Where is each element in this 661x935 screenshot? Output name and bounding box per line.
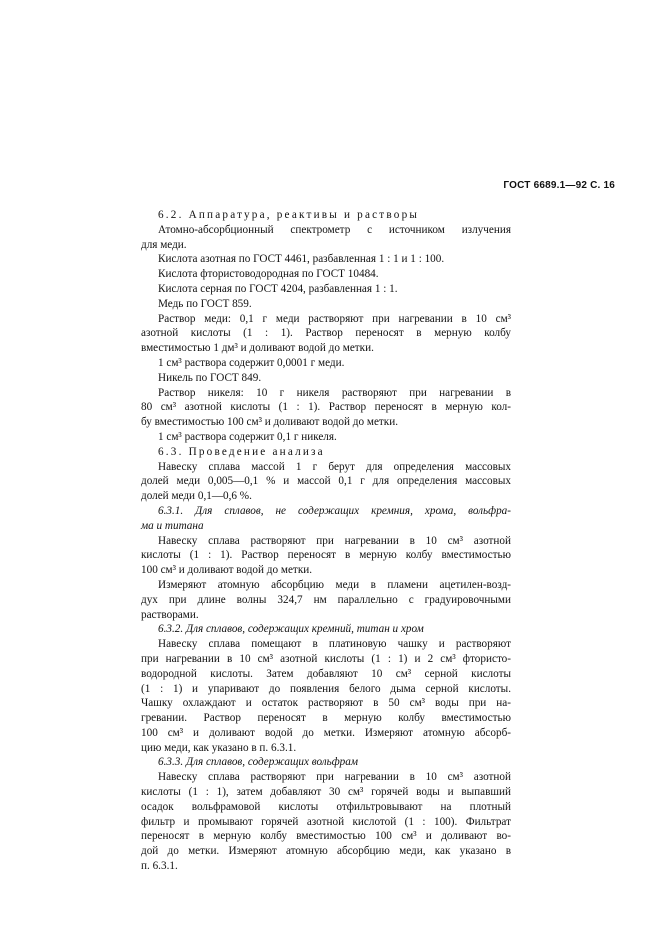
text-line: Атомно-абсорбционный спектрометр с источником излучения	[158, 223, 511, 236]
text-line: азотной кислоты (1 : 1). Раствор переносят в мерную колбу	[141, 327, 511, 340]
text-line: Кислота азотная по ГОСТ 4461, разбавленная 1 : 1 и 1 : 100.	[158, 253, 445, 266]
text-line: 80 см³ азотной кислоты (1 : 1). Раствор переносят в мерную кол-	[141, 401, 511, 414]
text-line: долей меди 0,005—0,1 % и массой 0,1 г для определения массовых	[141, 475, 511, 488]
text-line: кислоты (1 : 1). Раствор переносят в мерную колбу вместимостью	[141, 549, 511, 562]
text-line: Кислота серная по ГОСТ 4204, разбавленная 1 : 1.	[158, 282, 398, 295]
text-line: Кислота фтористоводородная по ГОСТ 10484.	[158, 268, 379, 281]
text-line: ма и титана	[141, 519, 204, 532]
text-line: 6.3.1. Для сплавов, не содержащих кремния, хрома, вольфра-	[158, 504, 511, 517]
text-line: Никель по ГОСТ 849.	[158, 371, 262, 384]
text-line: гревании. Раствор переносят в мерную колбу вместимостью	[141, 712, 511, 725]
text-line: фильтр и промывают горячей азотной кислотой (1 : 100). Фильтрат	[141, 815, 511, 828]
text-line: при нагревании в 10 см³ азотной кислоты (1 : 1) и 2 см³ фтористо-	[141, 652, 511, 665]
text-line: дух при длине волны 324,7 нм параллельно с градуировочными	[141, 593, 511, 606]
text-line: Навеску сплава растворяют при нагревании в 10 см³ азотной	[158, 534, 511, 547]
text-line: Измеряют атомную абсорбцию меди в пламени ацетилен-возд-	[158, 578, 511, 591]
text-line: Медь по ГОСТ 859.	[158, 297, 252, 310]
text-line: 100 см³ и доливают водой до метки.	[141, 564, 313, 577]
text-line: дой до метки. Измеряют атомную абсорбцию меди, как указано в	[141, 845, 511, 858]
text-line: 6.3. Проведение анализа	[158, 445, 325, 458]
page-header: ГОСТ 6689.1—92 С. 16	[503, 180, 615, 191]
text-line: переносят в мерную колбу вместимостью 100 см³ и доливают во-	[141, 830, 511, 843]
text-line: бу вместимостью 100 см³ и доливают водой до метки.	[141, 416, 399, 429]
text-line: водородной кислоты. Затем добавляют 10 см³ серной кислоты	[141, 667, 511, 680]
text-line: 100 см³ и доливают водой до метки. Измеряют атомную абсорб-	[141, 726, 511, 739]
text-line: Навеску сплава растворяют при нагревании в 10 см³ азотной	[158, 771, 511, 784]
text-line: долей меди 0,1—0,6 %.	[141, 490, 252, 503]
text-line: цию меди, как указано в п. 6.3.1.	[141, 741, 297, 754]
text-line: осадок вольфрамовой кислоты отфильтровывают на плотный	[141, 800, 511, 813]
text-line: для меди.	[141, 238, 187, 251]
text-line: вместимостью 1 дм³ и доливают водой до метки.	[141, 342, 374, 355]
text-line: Навеску сплава массой 1 г берут для определения массовых	[158, 460, 511, 473]
text-line: растворами.	[141, 608, 199, 621]
text-line: 1 см³ раствора содержит 0,0001 г меди.	[158, 356, 345, 369]
text-line: 6.2. Аппаратура, реактивы и растворы	[158, 209, 420, 221]
text-line: кислоты (1 : 1), затем добавляют 30 см³ горячей воды и выпавший	[141, 786, 511, 799]
text-line: Раствор никеля: 10 г никеля растворяют при нагревании в	[158, 386, 511, 399]
document-body	[141, 208, 511, 874]
text-line: 6.3.2. Для сплавов, содержащих кремний, титан и хром	[158, 623, 424, 636]
text-line: (1 : 1) и упаривают до появления белого дыма серной кислоты.	[141, 682, 511, 695]
text-line: п. 6.3.1.	[141, 860, 178, 873]
text-line: Раствор меди: 0,1 г меди растворяют при нагревании в 10 см³	[158, 312, 511, 325]
text-line: Навеску сплава помещают в платиновую чашку и растворяют	[158, 638, 511, 651]
text-line: 6.3.3. Для сплавов, содержащих вольфрам	[158, 756, 359, 769]
text-line: 1 см³ раствора содержит 0,1 г никеля.	[158, 430, 337, 443]
text-line: Чашку охлаждают и остаток растворяют в 50 см³ воды при на-	[141, 697, 511, 710]
